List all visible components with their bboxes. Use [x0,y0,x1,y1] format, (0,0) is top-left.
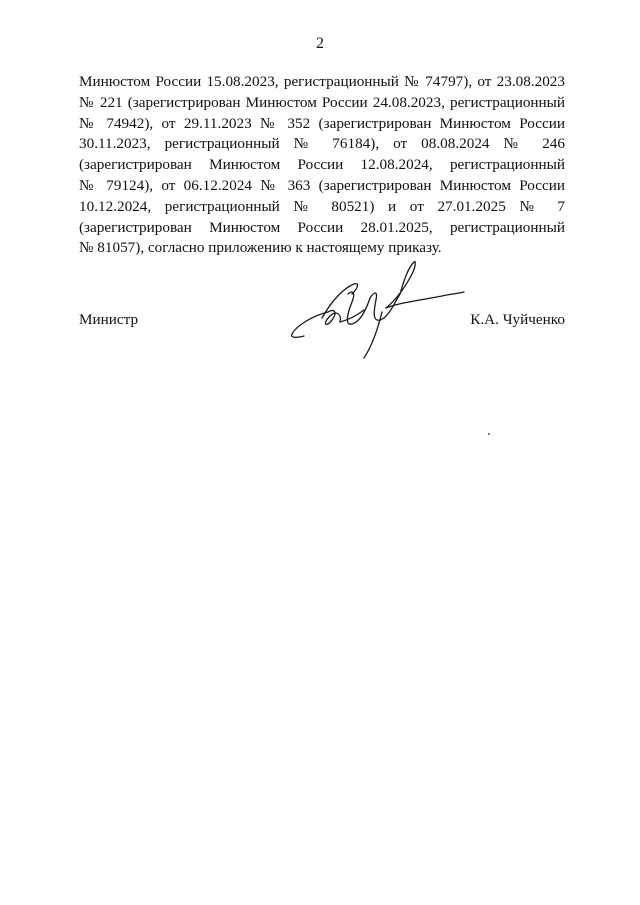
body-line: № 221 (зарегистрирован Минюстом России 24.08.2023, регистрационный [79,93,565,111]
signatory-title: Министр [79,311,139,328]
handwritten-signature [282,250,467,365]
body-paragraph [79,72,565,259]
body-line: (зарегистрирован Минюстом России 12.08.2024, регистрационный [79,156,565,174]
body-line: 10.12.2024, регистрационный № 80521) и от 27.01.2025 № 7 [79,197,565,215]
body-line: № 79124), от 06.12.2024 № 363 (зарегистрирован Минюстом России [79,176,565,194]
body-line: № 81057), согласно приложению к настоящему приказу. [79,239,442,257]
page-number: 2 [316,35,324,52]
body-line: 30.11.2023, регистрационный № 76184), от 08.08.2024 № 246 [79,135,565,153]
signatory-name: К.А. Чуйченко [470,311,565,328]
scan-speck [488,433,490,435]
body-line: (зарегистрирован Минюстом России 28.01.2025, регистрационный [79,218,565,236]
body-line: Минюстом России 15.08.2023, регистрационный № 74797), от 23.08.2023 [79,73,565,90]
body-line: № 74942), от 29.11.2023 № 352 (зарегистрирован Минюстом России [79,114,565,132]
